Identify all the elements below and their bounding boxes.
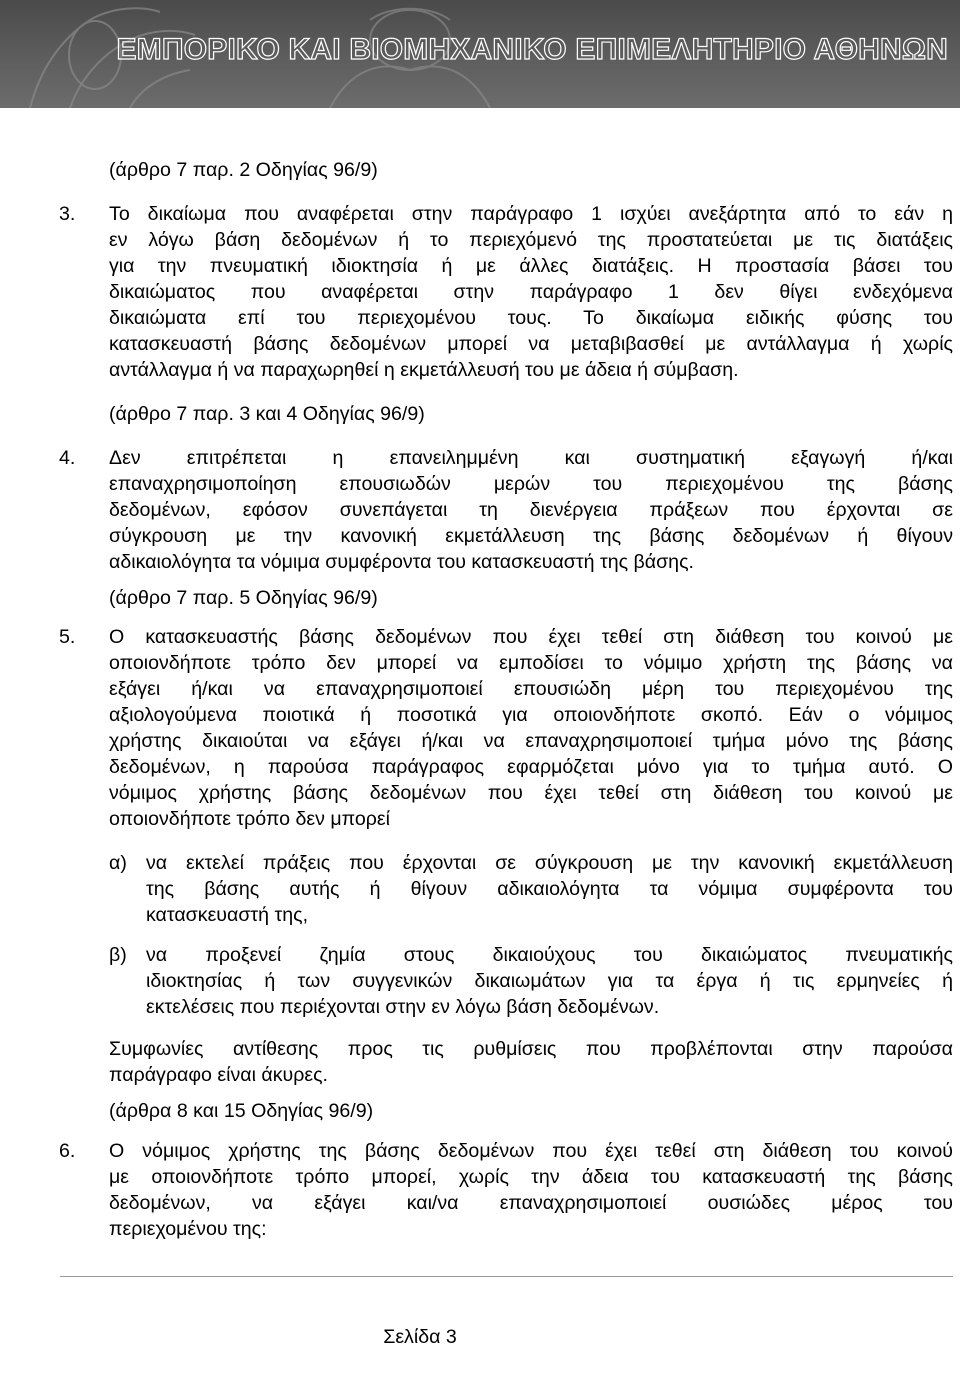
paragraph-3-line: αντάλλαγμα ή να παραχωρηθεί η εκμετάλλευσή του με άδεια ή σύμβαση. (109, 359, 739, 381)
paragraph-3-line: εν λόγω βάση δεδομένων ή το περιεχόμενό της προστατεύεται με τις διατάξεις (109, 229, 953, 251)
page-header-banner (0, 0, 960, 108)
paragraph-6-line: δεδομένων, να εξάγει και/να επαναχρησιμοποιεί ουσιώδες μέρος του (109, 1192, 953, 1214)
paragraph-4-line: επαναχρησιμοποίηση επουσιωδών μερών του περιεχομένου της βάσης (109, 473, 953, 495)
subitem-a-line: να εκτελεί πράξεις που έρχονται σε σύγκρουση με την κανονική εκμετάλλευση (146, 852, 953, 874)
subitem-b-line: ιδιοκτησίας ή των συγγενικών δικαιωμάτων για τα έργα ή τις ερμηνείες ή (146, 970, 953, 992)
paragraph-3-line: δικαιώματος που αναφέρεται στην παράγραφο 1 δεν θίγει ενδεχόμενα (109, 281, 953, 303)
paragraph-number-6: 6. (59, 1140, 76, 1162)
paragraph-5-line: δεδομένων, η παρούσα παράγραφος εφαρμόζεται μόνο για το τμήμα αυτό. Ο (109, 756, 953, 778)
paragraph-6-line: με οποιονδήποτε τρόπο μπορεί, χωρίς την άδεια του κατασκευαστή της βάσης (109, 1166, 953, 1188)
paragraph-3-line: Το δικαίωμα που αναφέρεται στην παράγραφο 1 ισχύει ανεξάρτητα από το εάν η (109, 203, 953, 225)
paragraph-4-line: σύγκρουση με την κανονική εκμετάλλευση της βάσης δεδομένων ή θίγουν (109, 525, 953, 547)
paragraph-3-line: κατασκευαστή βάσης δεδομένων μπορεί να μεταβιβασθεί με αντάλλαγμα ή χωρίς (109, 333, 953, 355)
article-ref-8-15: (άρθρα 8 και 15 Οδηγίας 96/9) (109, 1100, 374, 1122)
subitem-marker-a: α) (109, 852, 127, 874)
subitem-a-line: της βάσης αυτής ή θίγουν αδικαιολόγητα τα νόμιμα συμφέροντα του (146, 878, 953, 900)
paragraph-5-line: αξιολογούμενα ποιοτικά ή ποσοτικά για οποιονδήποτε σκοπό. Εάν ο νόμιμος (109, 704, 953, 726)
paragraph-6-line: περιεχομένου της: (109, 1218, 267, 1240)
chamber-title: ΕΜΠΟΡΙΚΟ ΚΑΙ ΒΙΟΜΗΧΑΝΙΚΟ ΕΠΙΜΕΛΗΤΗΡΙΟ ΑΘΗΝΩΝ (116, 33, 948, 66)
paragraph-number-3: 3. (59, 203, 76, 225)
article-ref-7-5: (άρθρο 7 παρ. 5 Οδηγίας 96/9) (109, 587, 378, 609)
paragraph-3-line: για την πνευματική ιδιοκτησία ή με άλλες διατάξεις. Η προστασία βάσει του (109, 255, 953, 277)
paragraph-5-line: οποιονδήποτε τρόπο δεν μπορεί να εμποδίσει το νόμιμο χρήστη της βάσης να (109, 652, 953, 674)
subitem-b-line: να προξενεί ζημία στους δικαιούχους του δικαιώματος πνευματικής (146, 944, 953, 966)
closing-sentence-line: παράγραφο είναι άκυρες. (109, 1064, 328, 1086)
paragraph-4-line: Δεν επιτρέπεται η επανειλημμένη και συστηματική εξαγωγή ή/και (109, 447, 953, 469)
page-number: Σελίδα 3 (383, 1326, 457, 1348)
article-ref-7-3-4: (άρθρο 7 παρ. 3 και 4 Οδηγίας 96/9) (109, 403, 425, 425)
paragraph-5-line: εξάγει ή/και να επαναχρησιμοποιεί επουσιώδη μέρη του περιεχομένου της (109, 678, 953, 700)
subitem-b-line: εκτελέσεις που περιέχονται στην εν λόγω βάση δεδομένων. (146, 996, 660, 1018)
paragraph-5-line: νόμιμος χρήστης βάσης δεδομένων που έχει τεθεί στη διάθεση του κοινού με (109, 782, 953, 804)
paragraph-5-line: χρήστης δικαιούται να εξάγει ή/και να επαναχρησιμοποιεί τμήμα μόνο της βάσης (109, 730, 953, 752)
article-ref-7-2: (άρθρο 7 παρ. 2 Οδηγίας 96/9) (109, 159, 378, 181)
paragraph-5-line: οποιονδήποτε τρόπο δεν μπορεί (109, 808, 391, 830)
paragraph-4-line: δεδομένων, εφόσον συνεπάγεται τη διενέργεια πράξεων που έρχονται σε (109, 499, 953, 521)
subitem-marker-b: β) (109, 944, 127, 966)
footer-divider (60, 1276, 953, 1277)
paragraph-number-5: 5. (59, 626, 76, 648)
paragraph-3-line: δικαιώματα επί του περιεχομένου τους. Το δικαίωμα ειδικής φύσης του (109, 307, 953, 329)
paragraph-number-4: 4. (59, 447, 76, 469)
paragraph-6-line: Ο νόμιμος χρήστης της βάσης δεδομένων που έχει τεθεί στη διάθεση του κοινού (109, 1140, 953, 1162)
subitem-a-line: κατασκευαστή της, (146, 904, 309, 926)
closing-sentence-line: Συμφωνίες αντίθεσης προς τις ρυθμίσεις που προβλέπονται στην παρούσα (109, 1038, 953, 1060)
paragraph-5-line: Ο κατασκευαστής βάσης δεδομένων που έχει τεθεί στη διάθεση του κοινού με (109, 626, 953, 648)
paragraph-4-line: αδικαιολόγητα τα νόμιμα συμφέροντα του κατασκευαστή της βάσης. (109, 551, 694, 573)
